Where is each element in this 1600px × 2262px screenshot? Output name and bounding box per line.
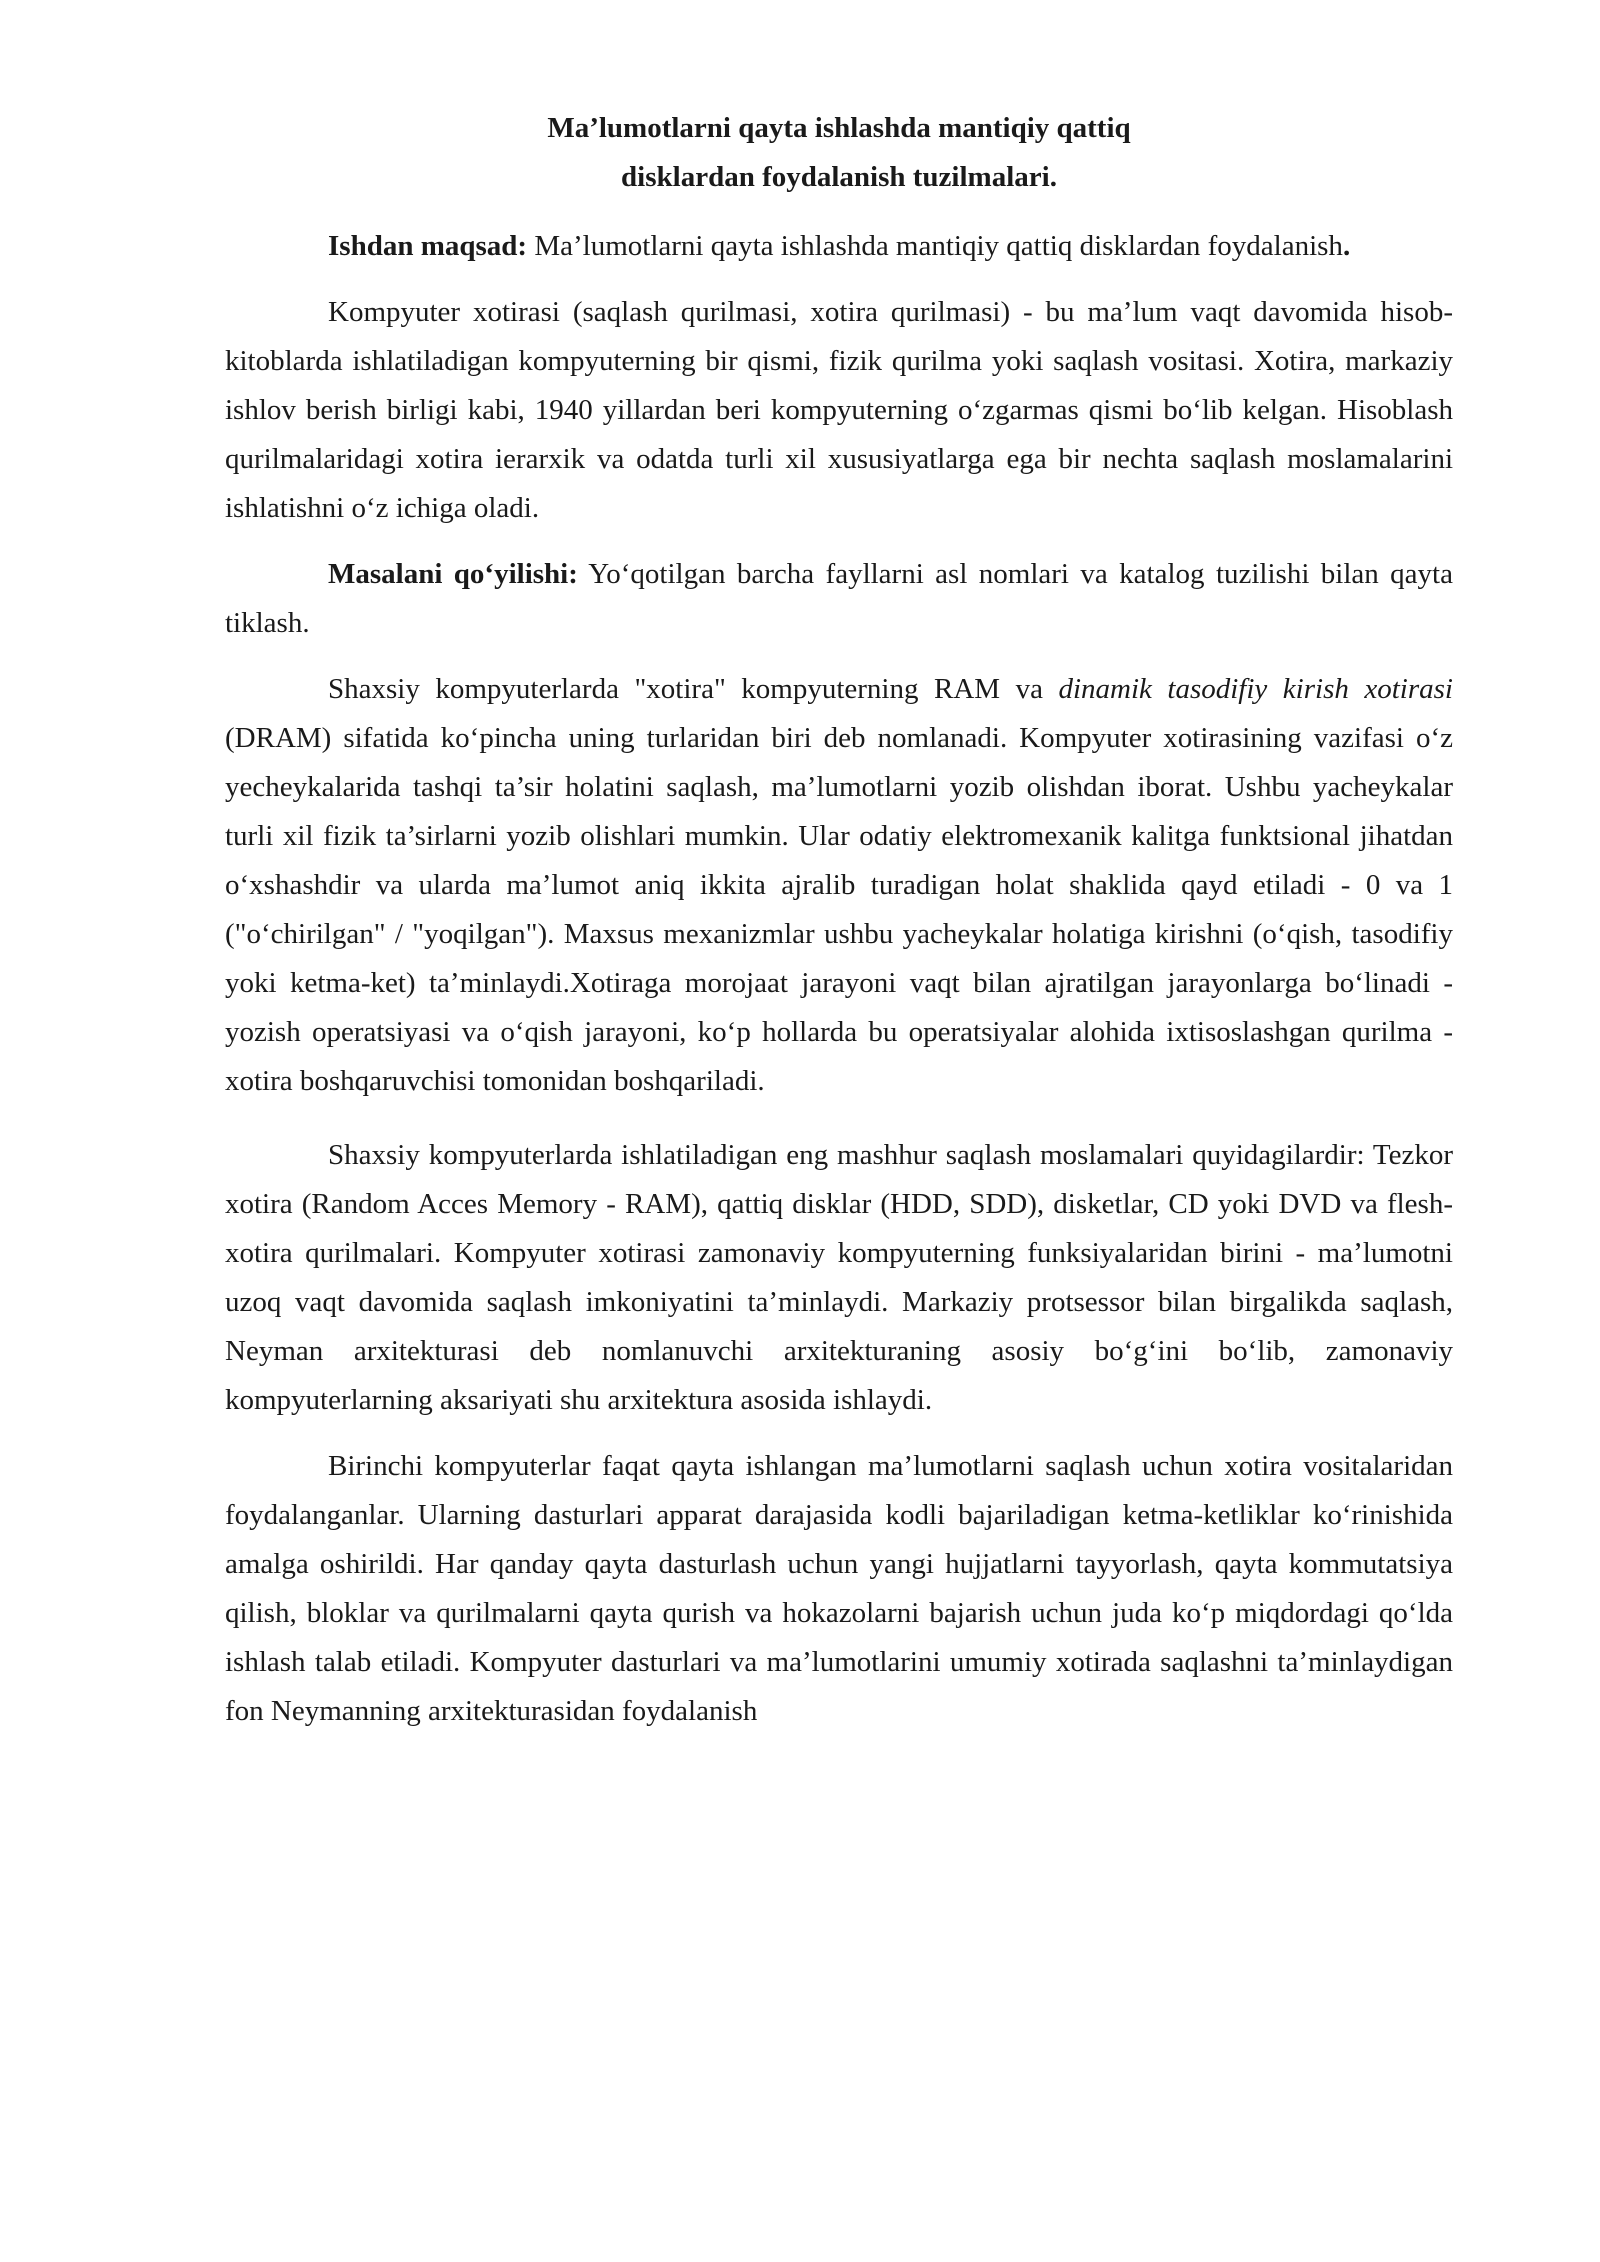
paragraph-first-computers: Birinchi kompyuterlar faqat qayta ishlangan ma’lumotlarni saqlash uchun xotira vositalaridan foydalanganlar. Ularning dasturlari apparat darajasida kodli bajariladigan ketma-ketliklar ko‘rinishida amalga oshirildi. Har qanday qayta dasturlash uchun yangi hujjatlarni tayyorlash, qayta kommutatsiya qilish, bloklar va qurilmalarni qayta qurish va hokazolarni bajarish uchun juda ko‘p miqdordagi qo‘lda ishlash talab etiladi. Kompyuter dasturlari va ma’lumotlarini umumiy xotirada saqlashni ta’minlaydigan fon Neymanning arxitekturasidan foydalanish bbox=[225, 1450, 1453, 1727]
paragraph-ram-dram bbox=[225, 665, 1453, 1106]
document-body bbox=[225, 104, 1453, 1753]
paragraph-storage-devices: Shaxsiy kompyuterlarda ishlatiladigan eng mashhur saqlash moslamalari quyidagilardir: Tezkor xotira (Random Acces Memory - RAM), qattiq disklar (HDD, SDD), disketlar, CD yoki DVD va flesh-xotira qurilmalari. Kompyuter xotirasi zamonaviy kompyuterning funksiyalaridan birini - ma’lumotni uzoq vaqt davomida saqlash imkoniyatini ta’minlaydi. Markaziy protsessor bilan birgalikda saqlash, Neyman arxitekturasi deb nomlanuvchi arxitekturaning asosiy bo‘g‘ini bo‘lib, zamonaviy kompyuterlarning aksariyati shu arxitektura asosida ishlaydi. bbox=[225, 1139, 1453, 1416]
purpose-text: Ma’lumotlarni qayta ishlashda mantiqiy qattiq disklardan foydalanish bbox=[527, 230, 1343, 262]
paragraph-ram-italic: dinamik tasodifiy kirish xotirasi bbox=[1058, 673, 1453, 705]
document-title bbox=[225, 104, 1453, 202]
paragraph-ram-before: Shaxsiy kompyuterlarda "xotira" kompyuterning RAM va bbox=[328, 673, 1059, 705]
task-text: Yo‘qotilgan barcha fayllarni asl nomlari va katalog tuzilishi bilan qayta tiklash. bbox=[225, 558, 1453, 639]
task-label: Masalani qo‘yilishi: bbox=[328, 558, 578, 590]
purpose-paragraph bbox=[225, 222, 1453, 271]
paragraph-memory-definition: Kompyuter xotirasi (saqlash qurilmasi, xotira qurilmasi) - bu ma’lum vaqt davomida hisob-kitoblarda ishlatiladigan kompyuterning bir qismi, fizik qurilma yoki saqlash vositasi. Xotira, markaziy ishlov berish birligi kabi, 1940 yillardan beri kompyuterning o‘zgarmas qismi bo‘lib kelgan. Hisoblash qurilmalaridagi xotira ierarxik va odatda turli xil xususiyatlarga ega bir nechta saqlash moslamalarini ishlatishni o‘z ichiga oladi. bbox=[225, 296, 1453, 524]
purpose-label: Ishdan maqsad: bbox=[328, 230, 528, 262]
paragraph-ram-after: (DRAM) sifatida ko‘pincha uning turlaridan biri deb nomlanadi. Kompyuter xotirasining vazifasi o‘z yecheykalarida tashqi ta’sir holatini saqlash, ma’lumotlarni yozib olishdan iborat. Ushbu yacheykalar turli xil fizik ta’sirlarni yozib olishlari mumkin. Ular odatiy elektromexanik kalitga funktsional jihatdan o‘xshashdir va ularda ma’lumot aniq ikkita ajralib turadigan holat shaklida qayd etiladi - 0 va 1 ("o‘chirilgan" / "yoqilgan"). Maxsus mexanizmlar ushbu yacheykalar holatiga kirishni (o‘qish, tasodifiy yoki ketma-ket) ta’minlaydi.Xotiraga morojaat jarayoni vaqt bilan ajratilgan jarayonlarga bo‘linadi - yozish operatsiyasi va o‘qish jarayoni, ko‘p hollarda bu operatsiyalar alohida ixtisoslashgan qurilma - xotira boshqaruvchisi tomonidan boshqariladi. bbox=[225, 722, 1453, 1097]
task-paragraph bbox=[225, 550, 1453, 648]
purpose-end: . bbox=[1342, 230, 1351, 262]
title-line-1: Ma’lumotlarni qayta ishlashda mantiqiy qattiq bbox=[547, 112, 1131, 144]
title-line-2: disklardan foydalanish tuzilmalari. bbox=[621, 161, 1057, 193]
